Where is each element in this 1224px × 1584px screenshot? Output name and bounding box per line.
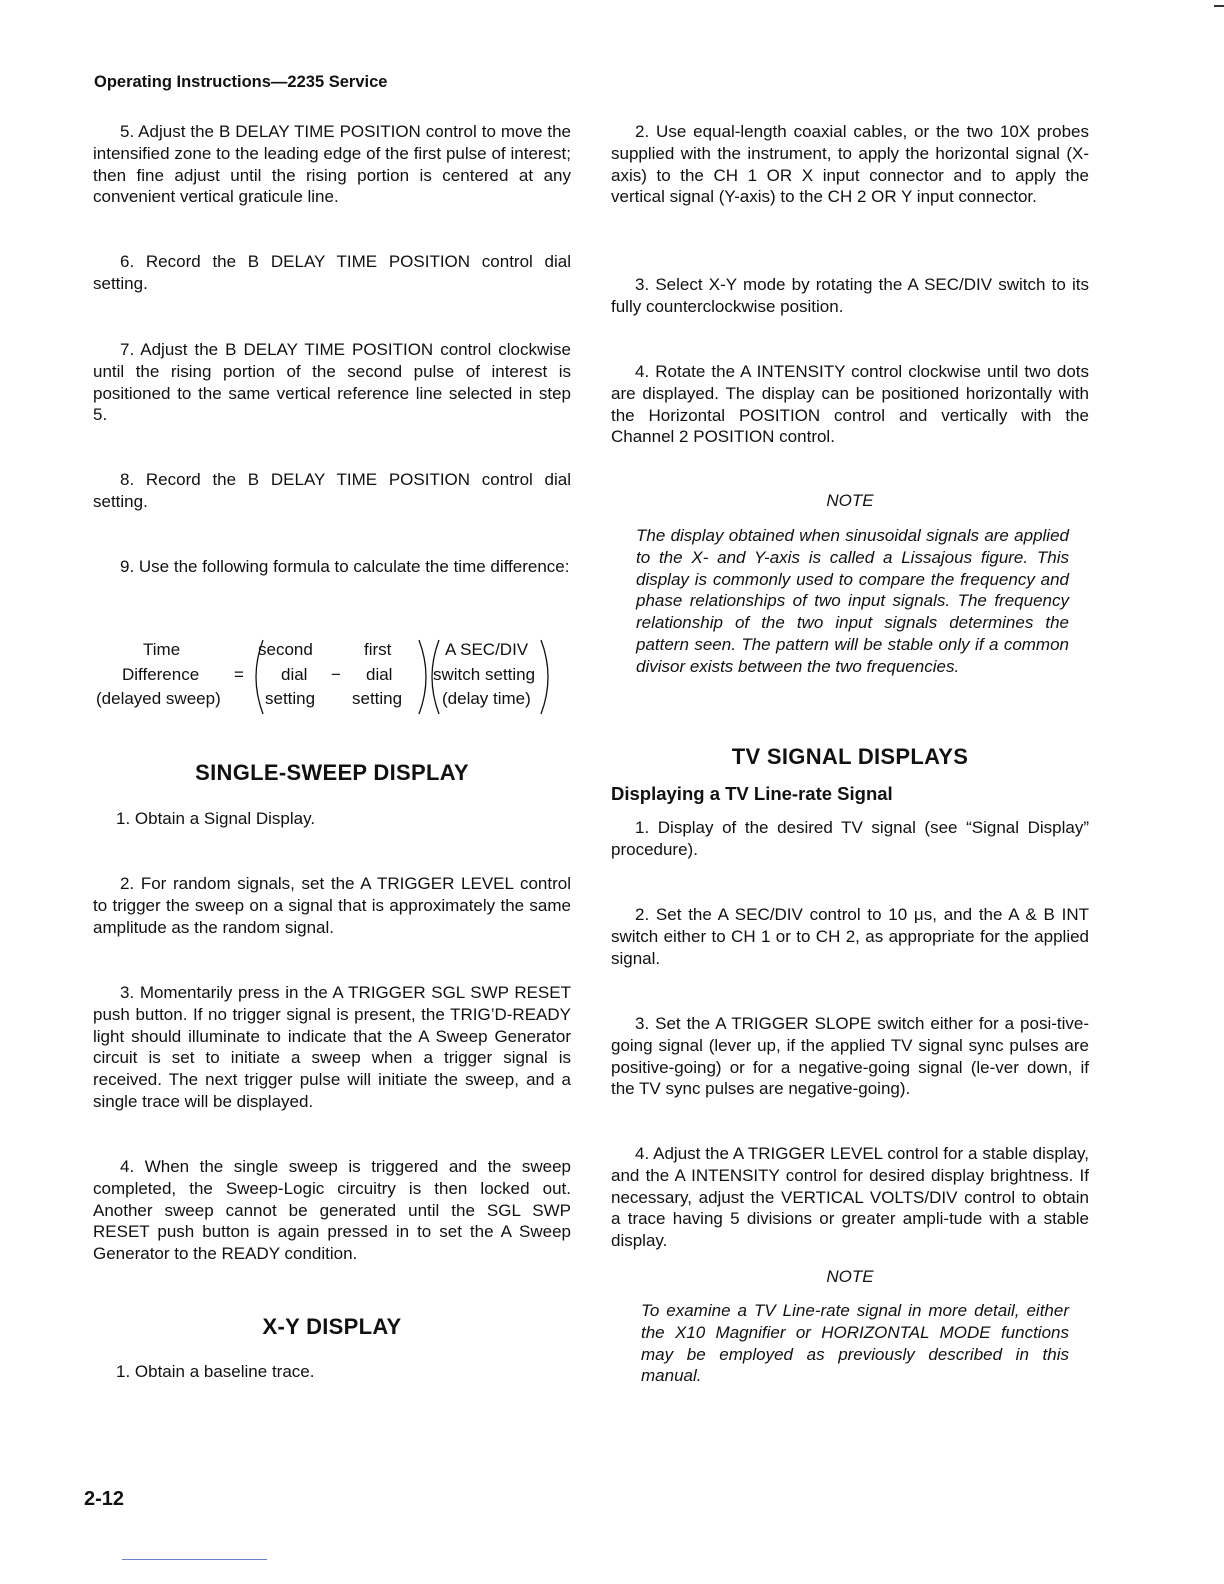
formula-second-line1: second	[258, 640, 313, 659]
formula-first-line2: dial	[366, 665, 393, 684]
formula-second-line3: setting	[265, 689, 316, 708]
formula-lhs-line2: Difference	[122, 665, 200, 684]
formula-rhs-line2: switch setting	[433, 665, 536, 684]
tv-step-2: 2. Set the A SEC/DIV control to 10 μs, and the A & B INT switch either to CH 1 or to CH 2, as appropriate for the applied signal.	[611, 905, 1089, 968]
note-1-title: NOTE	[826, 491, 874, 510]
bottom-rule	[122, 1559, 267, 1560]
xy-step-1: 1. Obtain a baseline trace.	[116, 1362, 315, 1381]
step-8-paragraph: 8. Record the B DELAY TIME POSITION control dial setting.	[93, 470, 571, 511]
step-6-paragraph: 6. Record the B DELAY TIME POSITION control dial setting.	[93, 252, 571, 293]
xy-step-4: 4. Rotate the A INTENSITY control clockwise until two dots are displayed. The display can be positioned horizontally with the Horizontal POSITION control and vertically with the Channel 2 POSITION control.	[611, 362, 1089, 447]
formula-rhs-line3: (delay time)	[442, 689, 531, 708]
formula-lhs-line3: (delayed sweep)	[96, 689, 221, 708]
formula-first-line1: first	[364, 640, 392, 659]
running-header: Operating Instructions—2235 Service	[94, 73, 388, 91]
single-sweep-step-4: 4. When the single sweep is triggered and the sweep completed, the Sweep-Logic circuitry is then locked out. Another sweep cannot be generated until the SGL SWP RESET push button is again pressed in to set the A Sweep Generator to the READY condition.	[93, 1157, 571, 1264]
xy-step-2: 2. Use equal-length coaxial cables, or the two 10X probes supplied with the instrument, to apply the horizontal signal (X-axis) to the CH 1 OR X input connector and to apply the vertical signal (Y-axis) to the CH 2 OR Y input connector.	[611, 122, 1089, 207]
time-difference-formula	[93, 636, 573, 718]
formula-minus: −	[331, 665, 341, 684]
note-1-body: The display obtained when sinusoidal signals are applied to the X- and Y-axis is called a Lissajous figure. This display is commonly used to compare the frequency and phase relationships of two input signals. The frequency relationship of the two input signals determines the pattern seen. The pattern will be stable only if a common divisor exists between the two frequencies.	[636, 526, 1069, 676]
note-2-body: To examine a TV Line-rate signal in more detail, either the X10 Magnifier or HORIZONTAL MODE functions may be employed as previously described in this manual.	[641, 1301, 1069, 1386]
tv-step-3: 3. Set the A TRIGGER SLOPE switch either for a posi-tive-going signal (lever up, if the applied TV signal sync pulses are positive-going) or for a negative-going signal (le-ver down, if the TV sync pulses are negative-going).	[611, 1014, 1089, 1099]
single-sweep-step-2: 2. For random signals, set the A TRIGGER LEVEL control to trigger the sweep on a signal that is approximately the same amplitude as the random signal.	[93, 874, 571, 937]
xy-display-heading: X-Y DISPLAY	[262, 1314, 402, 1339]
page-number: 2-12	[84, 1488, 125, 1510]
single-sweep-step-3: 3. Momentarily press in the A TRIGGER SGL SWP RESET push button. If no trigger signal is present, the TRIG’D-READY light should illuminate to indicate that the A Sweep Generator circuit is set to initiate a sweep when a trigger signal is received. The next trigger pulse will initiate the sweep, and a single trace will be displayed.	[93, 983, 571, 1111]
right-paren-1	[419, 640, 426, 714]
formula-second-line2: dial	[281, 665, 308, 684]
note-2-title: NOTE	[826, 1267, 874, 1286]
corner-mark	[1214, 5, 1224, 7]
tv-signal-heading: TV SIGNAL DISPLAYS	[731, 744, 969, 769]
single-sweep-step-1: 1. Obtain a Signal Display.	[116, 809, 316, 828]
single-sweep-heading: SINGLE-SWEEP DISPLAY	[195, 760, 469, 785]
tv-line-rate-subheading: Displaying a TV Line-rate Signal	[611, 783, 893, 804]
formula-equals: =	[234, 665, 244, 684]
right-paren-2	[541, 640, 548, 714]
xy-step-3: 3. Select X-Y mode by rotating the A SEC/DIV switch to its fully counterclockwise position.	[611, 275, 1089, 316]
step-9-paragraph: 9. Use the following formula to calculate the time difference:	[120, 557, 570, 576]
tv-step-4: 4. Adjust the A TRIGGER LEVEL control for a stable display, and the A INTENSITY control for desired display brightness. If necessary, adjust the VERTICAL VOLTS/DIV control to obtain a trace having 5 divisions or greater ampli-tude with a stable display.	[611, 1144, 1089, 1251]
tv-step-1: 1. Display of the desired TV signal (see “Signal Display” procedure).	[611, 818, 1089, 859]
step-7-paragraph: 7. Adjust the B DELAY TIME POSITION control clockwise until the rising portion of the second pulse of interest is positioned to the same vertical reference line selected in step 5.	[93, 340, 571, 425]
formula-first-line3: setting	[352, 689, 403, 708]
step-5-paragraph: 5. Adjust the B DELAY TIME POSITION control to move the intensified zone to the leading edge of the first pulse of interest; then fine adjust until the rising portion is centered at any convenient vertical graticule line.	[93, 122, 571, 207]
formula-lhs-line1: Time	[143, 640, 181, 659]
formula-rhs-line1: A SEC/DIV	[445, 640, 529, 659]
